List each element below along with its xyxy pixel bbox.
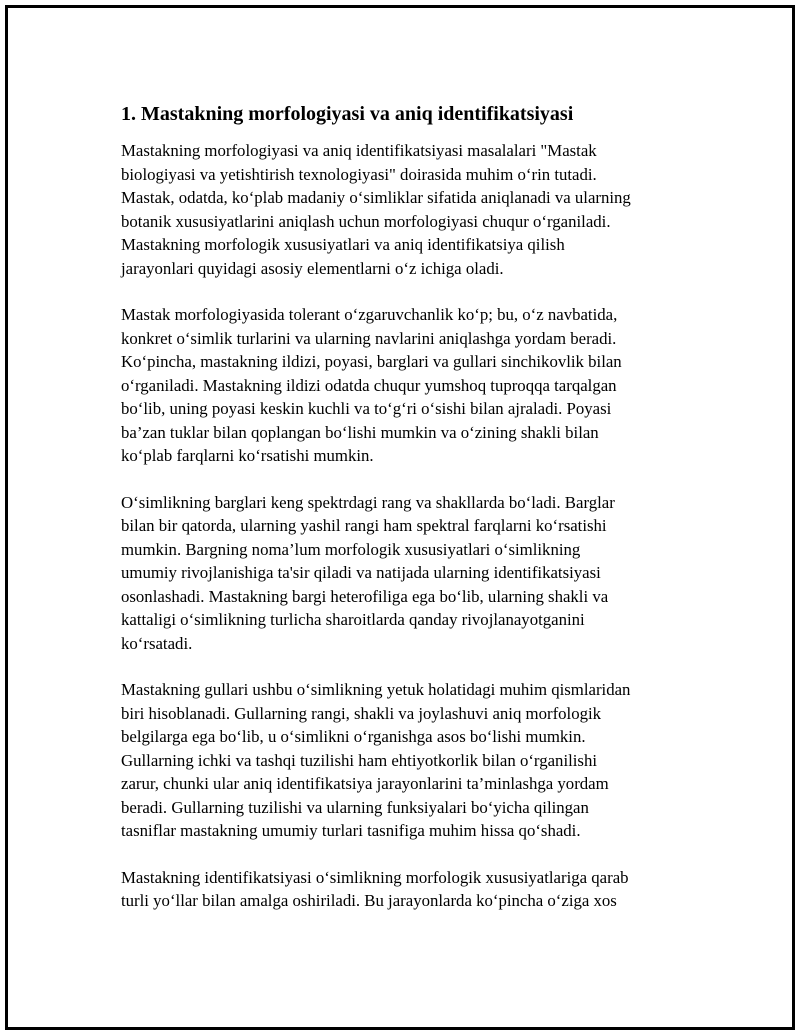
text-line: O‘simlikning barglari keng spektrdagi rang va shakllarda bo‘ladi. Barglar (121, 492, 615, 512)
text-line: Gullarning ichki va tashqi tuzilishi ham ehtiyotkorlik bilan o‘rganilishi (121, 750, 598, 770)
section-heading: 1. Mastakning morfologiyasi va aniq identifikatsiyasi (121, 103, 574, 125)
text-line: bo‘lib, uning poyasi keskin kuchli va to‘g‘ri o‘sishi bilan ajraladi. Poyasi (121, 399, 612, 418)
paragraph-4 (121, 678, 691, 843)
text-line: Mastak morfologiyasida tolerant o‘zgaruvchanlik ko‘p; bu, o‘z navbatida, (121, 305, 618, 324)
text-line: ko‘plab farqlarni ko‘rsatishi mumkin. (121, 446, 374, 465)
text-line: konkret o‘simlik turlarini va ularning navlarini aniqlashga yordam beradi. (121, 328, 617, 348)
text-line: Mastakning identifikatsiyasi o‘simlikning morfologik xususiyatlariga qarab (121, 867, 629, 887)
text-line: Mastakning morfologik xususiyatlari va aniq identifikatsiya qilish (121, 235, 565, 254)
text-line: bilan bir qatorda, ularning yashil rangi ham spektral farqlarni ko‘rsatishi (121, 516, 607, 535)
text-line: o‘rganiladi. Mastakning ildizi odatda chuqur yumshoq tuproqqa tarqalgan (121, 375, 617, 395)
text-line: Mastak, odatda, ko‘plab madaniy o‘simliklar sifatida aniqlanadi va ularning (121, 188, 631, 207)
paragraph-1 (121, 139, 691, 280)
text-line: biri hisoblanadi. Gullarning rangi, shakli va joylashuvi aniq morfologik (121, 703, 602, 723)
text-line: jarayonlari quyidagi asosiy elementlarni o‘z ichiga oladi. (121, 258, 504, 278)
text-line: belgilarga ega bo‘lib, u o‘simlikni o‘rganishga asos bo‘lishi mumkin. (121, 727, 586, 746)
text-line: Mastakning gullari ushbu o‘simlikning yetuk holatidagi muhim qismlaridan (121, 680, 631, 699)
text-line: tasniflar mastakning umumiy turlari tasnifiga muhim hissa qo‘shadi. (121, 821, 581, 840)
text-line: ba’zan tuklar bilan qoplangan bo‘lishi mumkin va o‘zining shakli bilan (121, 422, 599, 442)
text-line: Mastakning morfologiyasi va aniq identifikatsiyasi masalalari "Mastak (121, 141, 597, 160)
text-line: mumkin. Bargning noma’lum morfologik xususiyatlari o‘simlikning (121, 539, 581, 559)
paragraph-3 (121, 491, 691, 656)
text-line: biologiyasi va yetishtirish texnologiyasi" doirasida muhim o‘rin tutadi. (121, 164, 597, 184)
text-line: Ko‘pincha, mastakning ildizi, poyasi, barglari va gullari sinchikovlik bilan (121, 352, 622, 371)
text-line: botanik xususiyatlarini aniqlash uchun morfologiyasi chuqur o‘rganiladi. (121, 211, 611, 231)
paragraph-5 (121, 866, 691, 913)
text-line: beradi. Gullarning tuzilishi va ularning funksiyalari bo‘yicha qilingan (121, 797, 589, 817)
text-line: turli yo‘llar bilan amalga oshiriladi. Bu jarayonlarda ko‘pincha o‘ziga xos (121, 891, 617, 910)
text-line: zarur, chunki ular aniq identifikatsiya jarayonlarini ta’minlashga yordam (121, 774, 609, 793)
page-frame (5, 5, 795, 1030)
text-line: umumiy rivojlanishiga ta'sir qiladi va natijada ularning identifikatsiyasi (121, 563, 601, 582)
document-body (121, 100, 691, 936)
text-line: kattaligi o‘simlikning turlicha sharoitlarda qanday rivojlanayotganini (121, 610, 585, 629)
paragraph-2 (121, 303, 691, 468)
text-line: osonlashadi. Mastakning bargi heterofiliga ega bo‘lib, ularning shakli va (121, 586, 609, 606)
text-line: ko‘rsatadi. (121, 633, 193, 653)
